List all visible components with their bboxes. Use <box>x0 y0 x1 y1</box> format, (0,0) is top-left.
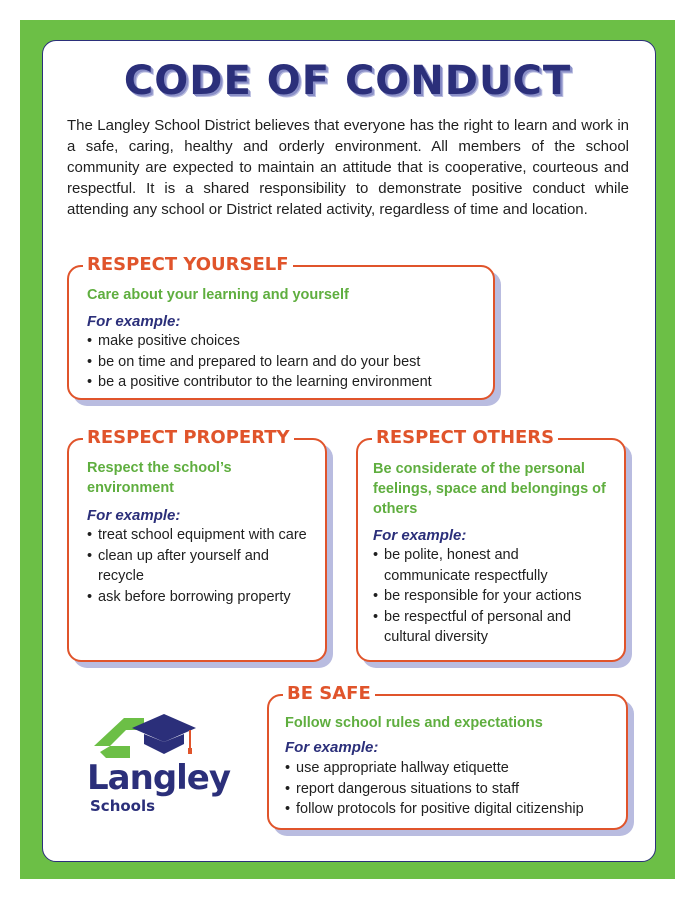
example-list <box>285 758 625 820</box>
example-list <box>87 525 312 607</box>
respect-others-box <box>356 427 626 662</box>
respect-yourself-box <box>67 254 495 400</box>
list-item: • be respectful of personal and cultural diversity <box>373 607 605 648</box>
section-heading: RESPECT PROPERTY <box>83 426 294 450</box>
list-item: • clean up after yourself and recycle <box>87 546 312 587</box>
section-subheading: Care about your learning and yourself <box>87 287 349 303</box>
section-heading: RESPECT OTHERS <box>372 426 558 450</box>
be-safe-box <box>267 683 628 830</box>
list-item: • be responsible for your actions <box>373 586 605 607</box>
list-item: • treat school equipment with care <box>87 525 312 546</box>
list-item: • report dangerous situations to staff <box>285 779 625 800</box>
respect-property-box <box>67 427 327 662</box>
logo-wordmark: Langley <box>87 758 231 798</box>
for-example-label: For example: <box>87 313 181 330</box>
list-item: • make positive choices <box>87 331 487 352</box>
for-example-label: For example: <box>373 527 467 544</box>
list-item: • ask before borrowing property <box>87 587 312 608</box>
list-item: • follow protocols for positive digital citizenship <box>285 799 625 820</box>
list-item: • use appropriate hallway etiquette <box>285 758 625 779</box>
section-subheading: Follow school rules and expectations <box>285 715 543 731</box>
section-heading: RESPECT YOURSELF <box>83 253 293 277</box>
section-subheading: Be considerate of the personal feelings, space and belongings of others <box>373 461 606 517</box>
for-example-label: For example: <box>87 507 181 524</box>
logo-subtext: Schools <box>90 797 156 815</box>
example-list <box>373 545 605 648</box>
for-example-label: For example: <box>285 739 379 756</box>
list-item: • be polite, honest and communicate respectfully <box>373 545 605 586</box>
list-item: • be on time and prepared to learn and do your best <box>87 352 487 373</box>
list-item: • be a positive contributor to the learning environment <box>87 372 487 393</box>
intro-paragraph: The Langley School District believes that everyone has the right to learn and work in a safe, caring, healthy and orderly environment. All members of the school community are expected to maintain an attitude that is cooperative, courteous and respectful. It is a shared responsibility to demonstrate positive conduct while attending any school or District related activity, regardless of time and location. <box>67 117 629 218</box>
example-list <box>87 331 487 393</box>
page-title: CODE OF CONDUCT <box>123 58 572 104</box>
section-heading: BE SAFE <box>283 682 375 706</box>
section-subheading: Respect the school’s environment <box>87 460 232 496</box>
